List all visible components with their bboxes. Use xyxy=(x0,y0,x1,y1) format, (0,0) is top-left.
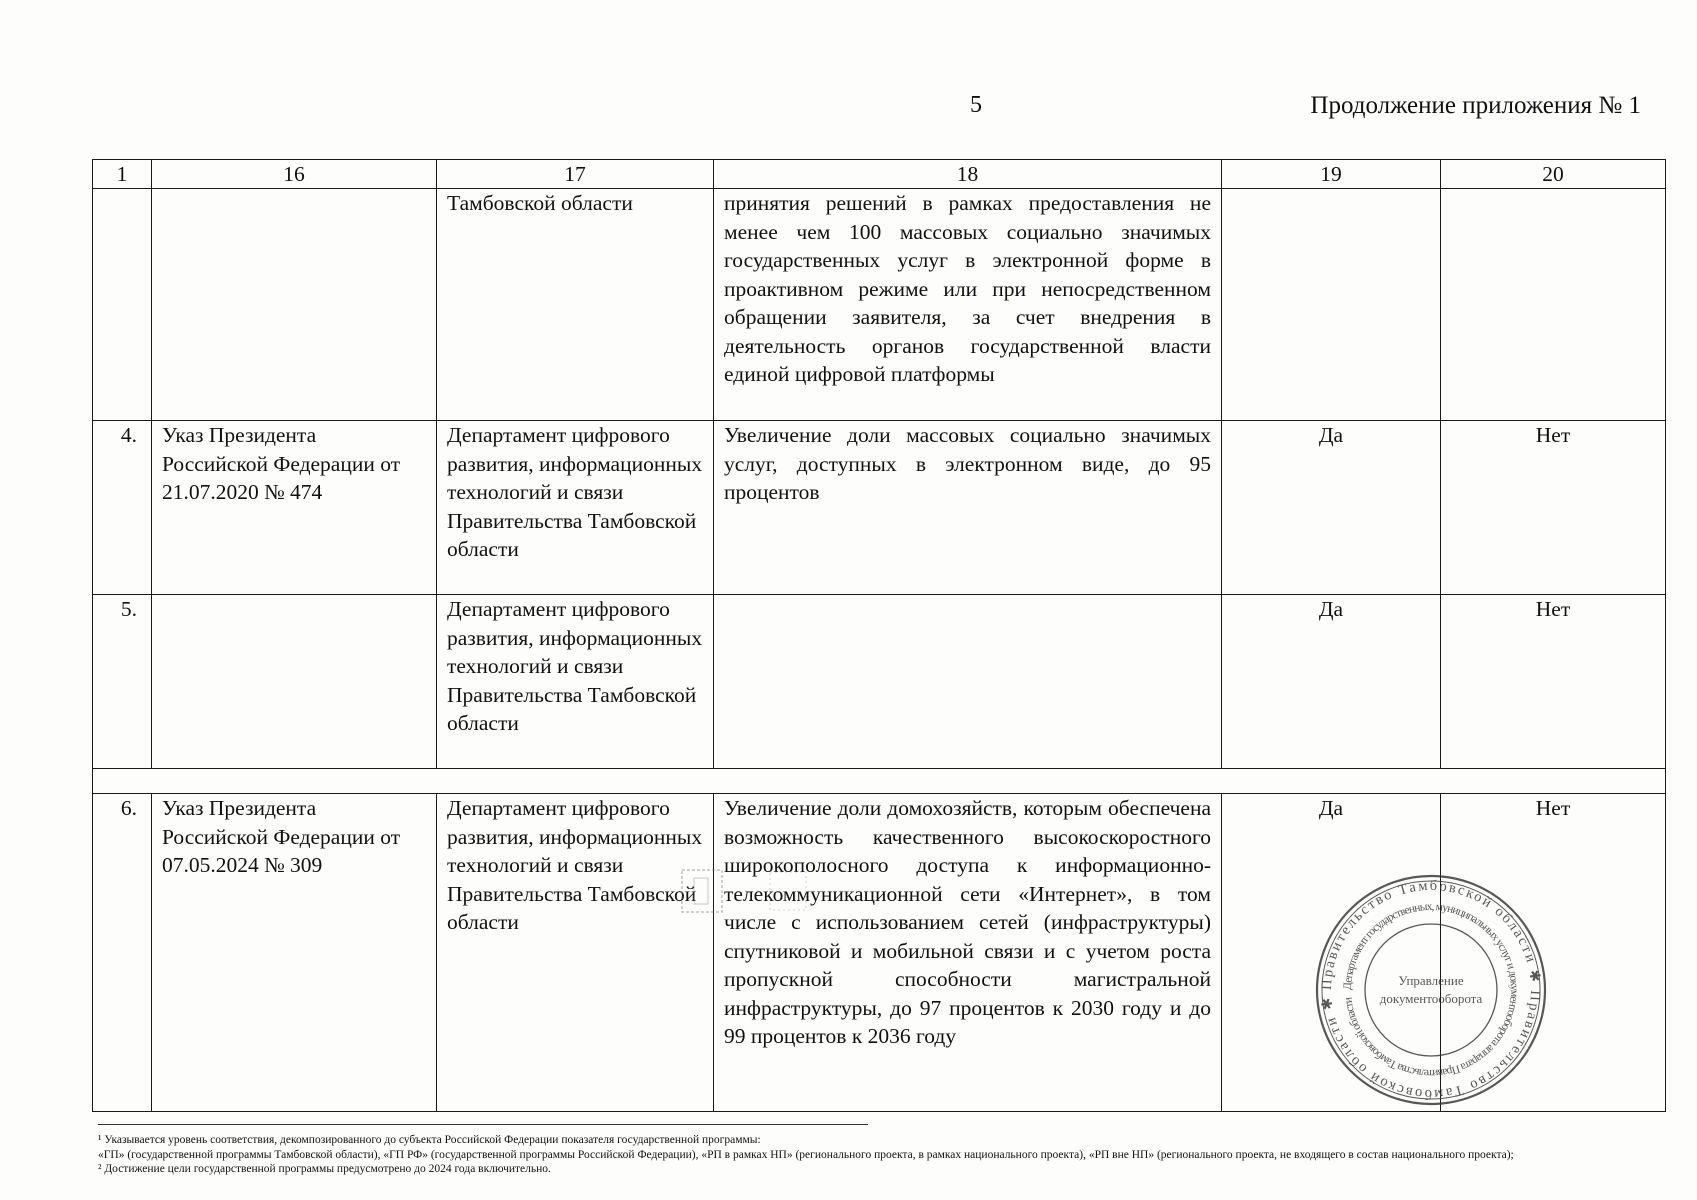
seal-inner-text: Департамент государственных, муниципальных услуг и документооборота аппарата Правительства Тамбовской области xyxy=(1341,900,1521,1080)
document-basis: Указ Президента Российской Федерации от 07.05.2024 № 309 xyxy=(152,794,437,1112)
footnote-divider xyxy=(98,1124,868,1125)
row-number: 4. xyxy=(93,421,152,595)
official-round-seal xyxy=(1311,870,1551,1110)
svg-text:Департамент государственных, м xyxy=(1342,901,1520,1079)
column-20-value: Нет xyxy=(1441,421,1666,595)
indicator-text xyxy=(714,595,1222,769)
row-number xyxy=(93,189,152,421)
table-row xyxy=(93,595,1666,769)
column-19-value xyxy=(1222,189,1441,421)
indicator-text: Увеличение доли домохозяйств, которым обеспечена возможность качественного высокоскоростного широкополосного доступа к информационно-телекоммуникационной сети «Интернет», в том числе с использованием сетей (инфраструктуры) спутниковой и мобильной связи и с учетом роста пропускной способности магистральной инфраструктуры, до 97 процентов к 2030 году и до 99 процентов к 2036 году xyxy=(714,794,1222,1112)
responsible-executor: Департамент цифрового развития, информационных технологий и связи Правительства Тамбовской области xyxy=(437,595,714,769)
page-number: 5 xyxy=(970,92,982,118)
column-20-value: Нет xyxy=(1441,595,1666,769)
footnotes xyxy=(98,1133,1665,1177)
appendix-continuation-title: Продолжение приложения № 1 xyxy=(1310,92,1641,119)
column-19-value: Да xyxy=(1222,794,1441,1112)
column-header: 1 xyxy=(93,160,152,189)
column-19-value: Да xyxy=(1222,595,1441,769)
column-header: 16 xyxy=(152,160,437,189)
footnote-1-legend: «ГП» (государственной программы Тамбовской области), «ГП РФ» (государственной программы Российской Федерации), «РП в рамках НП» (регионального проекта, в рамках национального проекта), «РП вне НП» (регионального проекта, не входящего в состав национального проекта); xyxy=(98,1148,1514,1161)
column-header: 19 xyxy=(1222,160,1441,189)
table-row xyxy=(93,421,1666,595)
document-basis: Указ Президента Российской Федерации от 21.07.2020 № 474 xyxy=(152,421,437,595)
column-20-value: Нет xyxy=(1441,794,1666,1112)
responsible-executor: Тамбовской области xyxy=(437,189,714,421)
column-header: 17 xyxy=(437,160,714,189)
document-basis xyxy=(152,189,437,421)
table-spacer-row xyxy=(93,769,1666,794)
seal-outer-text: Правительство Тамбовской области ✱ Правительство Тамбовской области ✱ xyxy=(1318,877,1544,1103)
column-header: 20 xyxy=(1441,160,1666,189)
seal-center-line-1: Управление xyxy=(1398,973,1464,988)
table-row xyxy=(93,189,1666,421)
column-header: 18 xyxy=(714,160,1222,189)
footnote-1-intro: ¹ Указывается уровень соответствия, декомпозированного до субъекта Российской Федерации показателя государственной программы: xyxy=(98,1134,761,1146)
row-number: 5. xyxy=(93,595,152,769)
document-basis xyxy=(152,595,437,769)
spacer-cell xyxy=(93,769,1666,794)
row-number: 6. xyxy=(93,794,152,1112)
responsible-executor: Департамент цифрового развития, информационных технологий и связи Правительства Тамбовской области xyxy=(437,421,714,595)
responsible-executor: Департамент цифрового развития, информационных технологий и связи Правительства Тамбовской области xyxy=(437,794,714,1112)
indicator-text: Увеличение доли массовых социально значимых услуг, доступных в электронном виде, до 95 процентов xyxy=(714,421,1222,595)
indicator-text: принятия решений в рамках предоставления не менее чем 100 массовых социально значимых государственных услуг в электронной форме в проактивном режиме или при непосредственном обращении заявителя, за счет внедрения в деятельность органов государственной власти единой цифровой платформы xyxy=(714,189,1222,421)
registration-stamp-mark xyxy=(680,866,820,916)
seal-center-line-2: документооборота xyxy=(1379,991,1483,1006)
table-header-row xyxy=(93,160,1666,189)
column-20-value xyxy=(1441,189,1666,421)
footnote-2: ² Достижение цели государственной программы предусмотрено до 2024 года включительно. xyxy=(98,1163,551,1175)
column-19-value: Да xyxy=(1222,421,1441,595)
